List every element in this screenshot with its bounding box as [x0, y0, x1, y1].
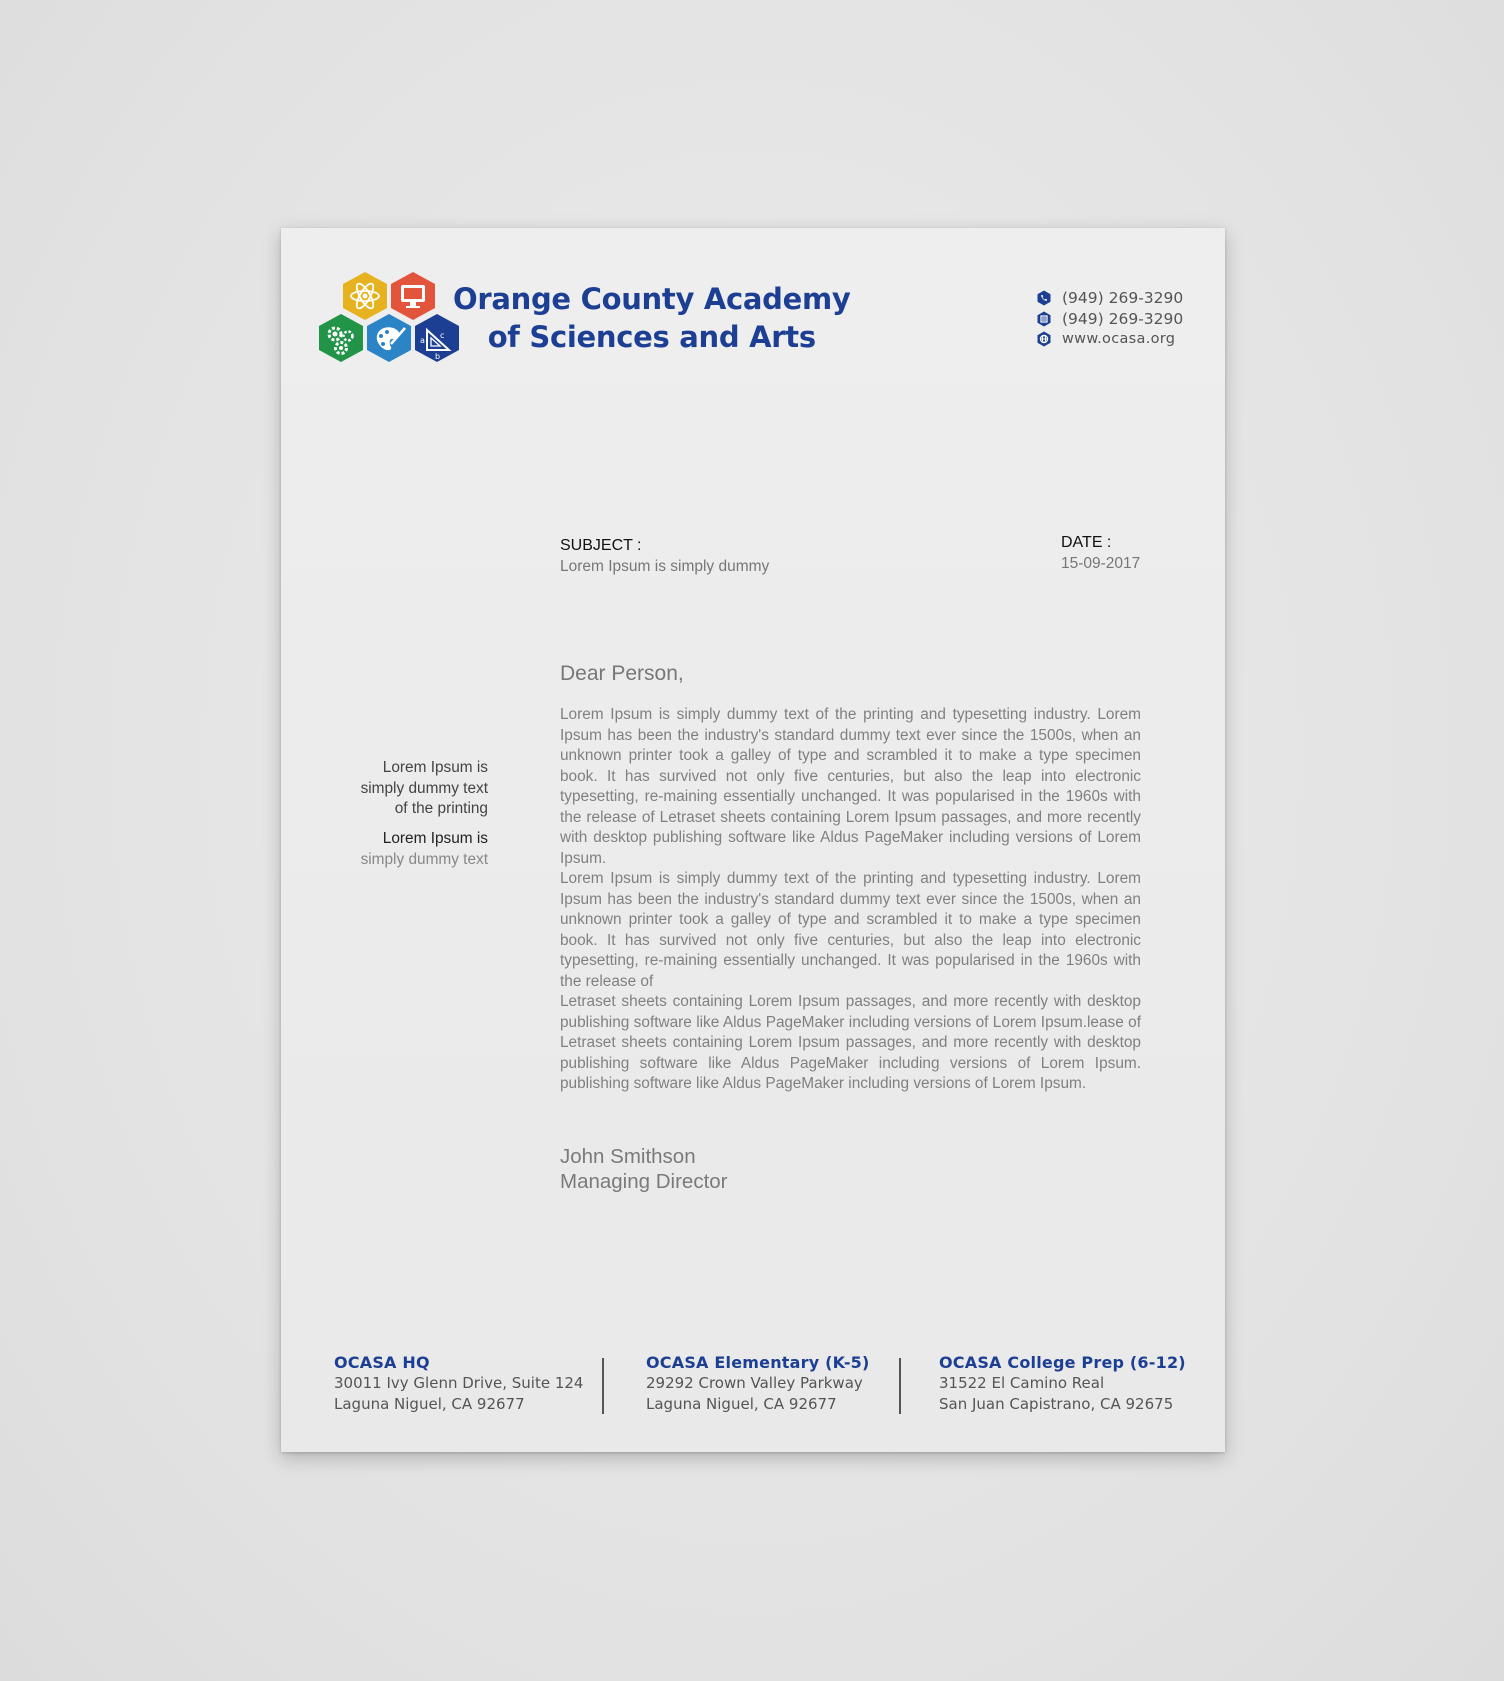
sidebar-note-1: [361, 758, 488, 820]
footer-address-elementary: [646, 1352, 870, 1414]
fax-icon: [1036, 311, 1052, 327]
footer-address-hq: [334, 1352, 583, 1414]
footer-title: OCASA Elementary (K-5): [646, 1353, 870, 1372]
org-name-line1: Orange County Academy: [453, 282, 851, 316]
date-label: DATE :: [1061, 534, 1112, 551]
date-value: 15-09-2017: [1061, 555, 1141, 572]
subject-block: [560, 537, 769, 576]
svg-text:c: c: [440, 331, 445, 340]
date-block: [1061, 534, 1140, 573]
footer-line: 31522 El Camino Real: [939, 1374, 1105, 1392]
org-name-line2: of Sciences and Arts: [487, 320, 816, 354]
website-link[interactable]: www.ocasa.org: [1062, 331, 1176, 348]
sidebar-line: of the printing: [394, 800, 488, 817]
phone-number[interactable]: (949) 269-3290: [1062, 289, 1184, 308]
sidebar-note-2: [361, 829, 488, 870]
body-paragraph: Letraset sheets containing Lorem Ipsum passages, and more recently with desktop publishing software like Aldus PageMaker including versions of Lorem Ipsum.lease of Letraset sheets containing Lorem Ipsum passages, and more recently with desktop publishing software like Aldus PageMaker including versions of Lorem Ipsum. publishing software like Aldus PageMaker including versions of Lorem Ipsum.: [560, 993, 1141, 1092]
gears-icon: [319, 314, 363, 362]
footer-line: 30011 Ivy Glenn Drive, Suite 124: [334, 1374, 584, 1392]
footer-address-college-prep: [939, 1352, 1186, 1414]
signature-block: [560, 1145, 728, 1194]
body-paragraph: Lorem Ipsum is simply dummy text of the printing and typesetting industry. Lorem Ipsum has been the industry's standard dummy text ever since the 1500s, when an unknown printer took a galley of type and scrambled it to make a type specimen book. It has survived not only five centuries, but also the leap into electronic typesetting, re-maining essentially unchanged. It was popularised in the 1960s with the release of Letraset sheets containing Lorem Ipsum passages, and more recently with desktop publishing software like Aldus PageMaker including versions of Lorem Ipsum.: [560, 706, 1141, 867]
sidebar-line: Lorem Ipsum is: [382, 759, 488, 776]
organization-name: [453, 280, 851, 356]
footer-line: Laguna Niguel, CA 92677: [646, 1394, 837, 1413]
sidebar-line: simply dummy text: [360, 779, 488, 797]
fax-number[interactable]: (949) 269-3290: [1062, 309, 1184, 328]
svg-text:a: a: [420, 336, 425, 345]
subject-label: SUBJECT :: [560, 537, 642, 554]
signatory-title: Managing Director: [560, 1169, 728, 1193]
signatory-name: John Smithson: [560, 1145, 696, 1168]
fax-row: [1036, 309, 1183, 330]
footer-title: OCASA HQ: [334, 1353, 430, 1372]
contact-info: [1036, 288, 1183, 350]
letterhead-sheet: [281, 228, 1225, 1452]
footer-line: San Juan Capistrano, CA 92675: [939, 1394, 1174, 1413]
globe-icon: [1036, 331, 1052, 347]
footer-divider: [899, 1358, 901, 1414]
svg-text:b: b: [435, 352, 441, 361]
subject-value: Lorem Ipsum is simply dummy: [560, 558, 770, 575]
palette-icon: [367, 314, 411, 362]
atom-icon: [343, 272, 387, 320]
website-row: [1036, 329, 1183, 350]
footer-divider: [602, 1358, 604, 1414]
school-logo: [317, 270, 469, 372]
body-paragraph: Lorem Ipsum is simply dummy text of the printing and typesetting industry. Lorem Ipsum has been the industry's standard dummy text ever since the 1500s, when an unknown printer took a galley of type and scrambled it to make a type specimen book. It has survived not only five centuries, but also the leap into electronic typesetting, re-maining essentially unchanged. It was popularised in the 1960s with the release of: [560, 870, 1141, 990]
phone-icon: [1036, 290, 1052, 306]
phone-row: [1036, 288, 1183, 309]
footer-line: 29292 Crown Valley Parkway: [646, 1374, 863, 1392]
monitor-icon: [391, 272, 435, 320]
greeting: Dear Person,: [560, 662, 684, 685]
footer-line: Laguna Niguel, CA 92677: [334, 1394, 525, 1413]
sidebar-note-title: Lorem Ipsum is: [382, 830, 488, 847]
sidebar-note-text: simply dummy text: [360, 850, 488, 868]
footer-title: OCASA College Prep (6-12): [939, 1353, 1186, 1372]
